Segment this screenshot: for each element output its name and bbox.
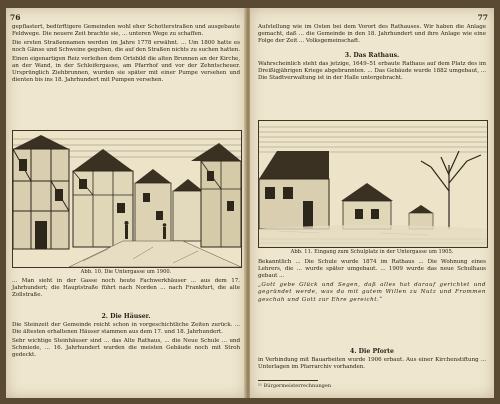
section-heading-rathaus: 3. Das Rathaus. (344, 52, 400, 59)
right-paragraph-3: Bekanntlich ... Die Schule wurde 1874 im Rathaus ... Die Wohnung eines Lehrers, die ... wurde später umgebaut. ... 1909 wurde das neue Schulhaus gebaut ... (258, 259, 486, 280)
page-number-right: 77 (477, 13, 488, 22)
section-heading-pforte: 4. Die Pforte (350, 348, 394, 355)
figure-caption-left: Abb. 10. Die Untergasse um 1900. (80, 269, 172, 275)
school-square-illustration (259, 121, 487, 247)
right-text-lower (258, 259, 486, 305)
left-text-bottom-b (12, 322, 240, 361)
left-text-top (12, 24, 240, 86)
left-paragraph-4: ... Man sieht in der Gasse noch heute Fachwerkhäuser ... aus dem 17. Jahrhundert; die Hauptstraße führt nach Norden ... nach Frankfurt, die alte Zollstraße. (12, 278, 240, 299)
figure-untergasse (12, 130, 242, 268)
left-paragraph-6: Sehr wichtige Steinhäuser sind ... das Alte Rathaus, ... die Neue Schule ... und Schmiede, ... 16. Jahrhundert wurden die meisten Gebäude noch mit Stroh gedeckt. (12, 337, 240, 359)
left-text-bottom-a (12, 278, 240, 301)
left-paragraph-3: Einen eigenartigen Reiz verleihen dem Ortsbild die alten Brunnen an der Kirche, an der Wand, in der Schleifergasse, am Pfarrhof und vor der Zehntscheuer. Ursprünglich Ziehbrunnen, wurden sie später mit einer Pumpe versehen und dienten bis ins 18. Jahrhundert mit Pumpen versehen. (12, 55, 240, 84)
left-paragraph-2: Die ersten Straßennamen werden im Jahre 1778 erwähnt. ... Um 1800 hatte es noch Gänse und Schweine gegeben, die auf den Straßen nichts zu suchen hatten. (12, 39, 240, 54)
left-paragraph-1: gepflastert, bedürftigere Gemeinden wohl eher Schotterstraßen und ausgebaute Feldwege. Die neuere Zeit brachte sie, ... unteren Wege zu schaffen. (12, 24, 240, 38)
right-text-mid (258, 61, 486, 84)
footnote-rule (258, 380, 318, 381)
right-paragraph-2: Wahrscheinlich steht das jetzige, 1649–51 erbaute Rathaus auf dem Platz des im Dreißigjährigen Kriege abgebrannten. ... Das Gebäude wurde 1882 umgebaut, ... Die Stadtverwaltung ist in der Halle untergebracht. (258, 61, 486, 82)
left-paragraph-5: Die Steinzeit der Gemeinde reicht schon in vorgeschichtliche Zeiten zurück. ... Die ältesten erhaltenen Häuser stammen aus dem 17. und 18. Jahrhundert. (12, 322, 240, 336)
figure-schulplatz (258, 120, 488, 248)
figure-caption-right: Abb. 11. Eingang zum Schulplatz in der Untergasse um 1905. (290, 249, 454, 255)
left-page (6, 8, 246, 398)
right-paragraph-1: Aufstellung wie im Osten bei dem Vorort des Rathauses. Wir haben die Anlage gemacht, daß ... die Gemeinde in den 18. Jahrhundert und ihre Anlage wie eine Folge der Zeit ... Volksgemeinschaft. (258, 24, 486, 45)
footnote: ¹¹ Bürgermeisterrechnungen (258, 383, 332, 389)
section-heading-houses: 2. Die Häuser. (101, 313, 151, 320)
right-text-bottom (258, 357, 486, 373)
right-text-top (258, 24, 486, 47)
right-paragraph-4: in Verbindung mit Bauarbeiten wurde 1906 erbaut. Aus einer Kirchenstiftung ... Unterlagen im Pfarrarchiv vorhanden. (258, 357, 486, 371)
right-page (250, 8, 494, 398)
inscription-quote: „Gott gebe Glück und Segen, daß alles hat darauf gerichtet und gegründet werde, was da mit gutem Willen zu Nutz und Frommen geschah und Gott zur Ehre gereicht.“ (258, 282, 486, 303)
street-scene-illustration (13, 131, 241, 267)
page-number-left: 76 (10, 13, 21, 22)
